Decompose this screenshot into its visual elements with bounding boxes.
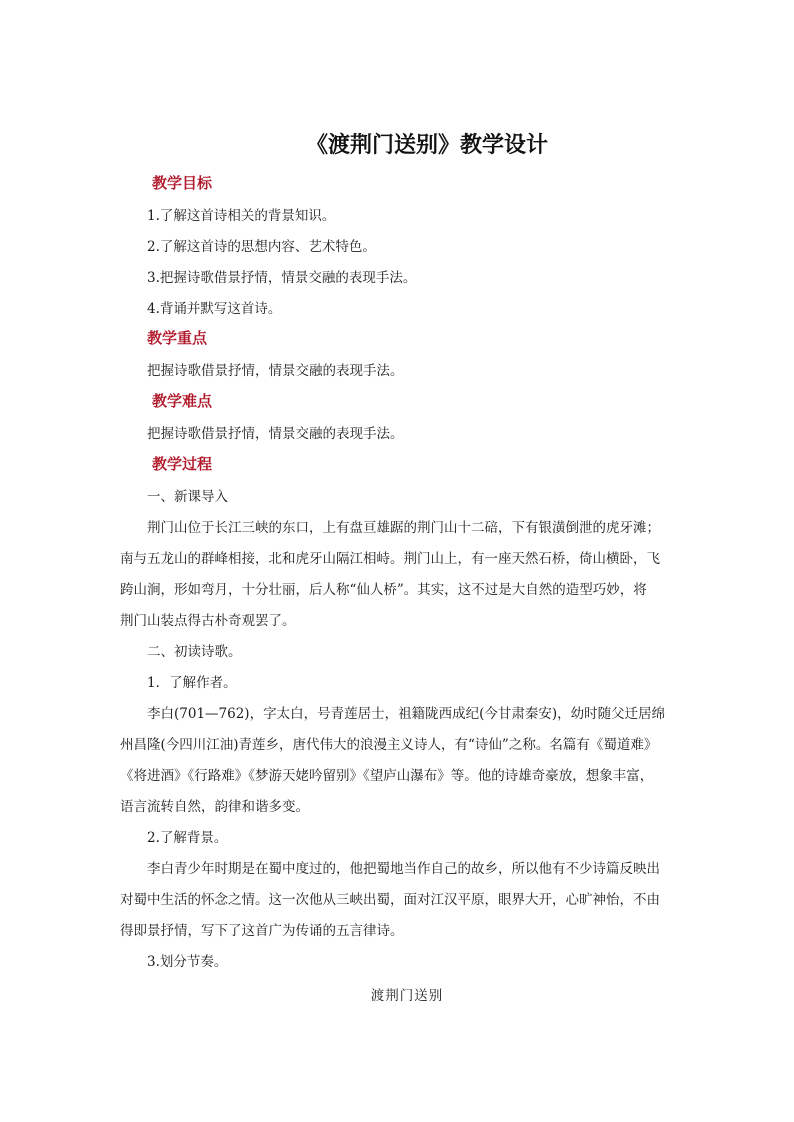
paragraph-line: 李白(701—762)，字太白，号青莲居士，祖籍陇西成纪(今甘肃秦安)，幼时随父迁居绵 xyxy=(147,706,666,722)
focus-text: 把握诗歌借景抒情，情景交融的表现手法。 xyxy=(147,363,404,379)
difficulty-text: 把握诗歌借景抒情，情景交融的表现手法。 xyxy=(147,426,404,442)
sub2-title: 2.了解背景。 xyxy=(147,830,228,846)
step1-title: 一、新课导入 xyxy=(147,489,228,505)
paragraph-line: 州昌隆(今四川江油)青莲乡，唐代伟大的浪漫主义诗人，有“诗仙”之称。名篇有《蜀道难》 xyxy=(120,737,658,753)
paragraph-line: 跨山涧，形如弯月，十分壮丽，后人称“仙人桥”。其实，这不过是大自然的造型巧妙，将 xyxy=(120,582,647,598)
focus-heading: 教学重点 xyxy=(147,329,208,347)
objectives-heading: 教学目标 xyxy=(152,174,213,192)
sub3-title: 3.划分节奏。 xyxy=(147,954,228,970)
step2-title: 二、初读诗歌。 xyxy=(147,644,242,660)
poem-title: 渡荆门送别 xyxy=(370,988,444,1004)
paragraph-line: 对蜀中生活的怀念之情。这一次他从三峡出蜀，面对江汉平原，眼界大开，心旷神怡，不由 xyxy=(120,892,660,908)
paragraph-line: 李白青少年时期是在蜀中度过的，他把蜀地当作自己的故乡，所以他有不少诗篇反映出 xyxy=(147,861,660,877)
paragraph-line: 荆门山装点得古朴奇观罢了。 xyxy=(120,613,296,629)
paragraph-line: 得即景抒情，写下了这首广为传诵的五言律诗。 xyxy=(120,923,404,939)
paragraph-line: 荆门山位于长江三峡的东口，上有盘亘雄踞的荆门山十二碚，下有银潢倒泄的虎牙滩； xyxy=(147,520,660,536)
paragraph-line: 南与五龙山的群峰相接，北和虎牙山隔江相峙。荆门山上，有一座天然石桥，倚山横卧，飞 xyxy=(120,551,660,567)
paragraph-line: 语言流转自然，韵律和谐多变。 xyxy=(120,799,309,815)
objective-item: 1.了解这首诗相关的背景知识。 xyxy=(147,208,336,224)
sub1-title: 1．了解作者。 xyxy=(147,675,237,691)
document-title: 《渡荆门送别》教学设计 xyxy=(305,133,548,158)
objective-item: 2.了解这首诗的思想内容、艺术特色。 xyxy=(147,239,376,255)
process-heading: 教学过程 xyxy=(152,455,213,473)
paragraph-line: 《将进酒》《行路难》《梦游天姥吟留别》《望庐山瀑布》等。他的诗雄奇豪放，想象丰富， xyxy=(120,768,654,784)
difficulty-heading: 教学难点 xyxy=(152,392,213,410)
objective-item: 4.背诵并默写这首诗。 xyxy=(147,301,282,317)
objective-item: 3.把握诗歌借景抒情，情景交融的表现手法。 xyxy=(147,270,417,286)
